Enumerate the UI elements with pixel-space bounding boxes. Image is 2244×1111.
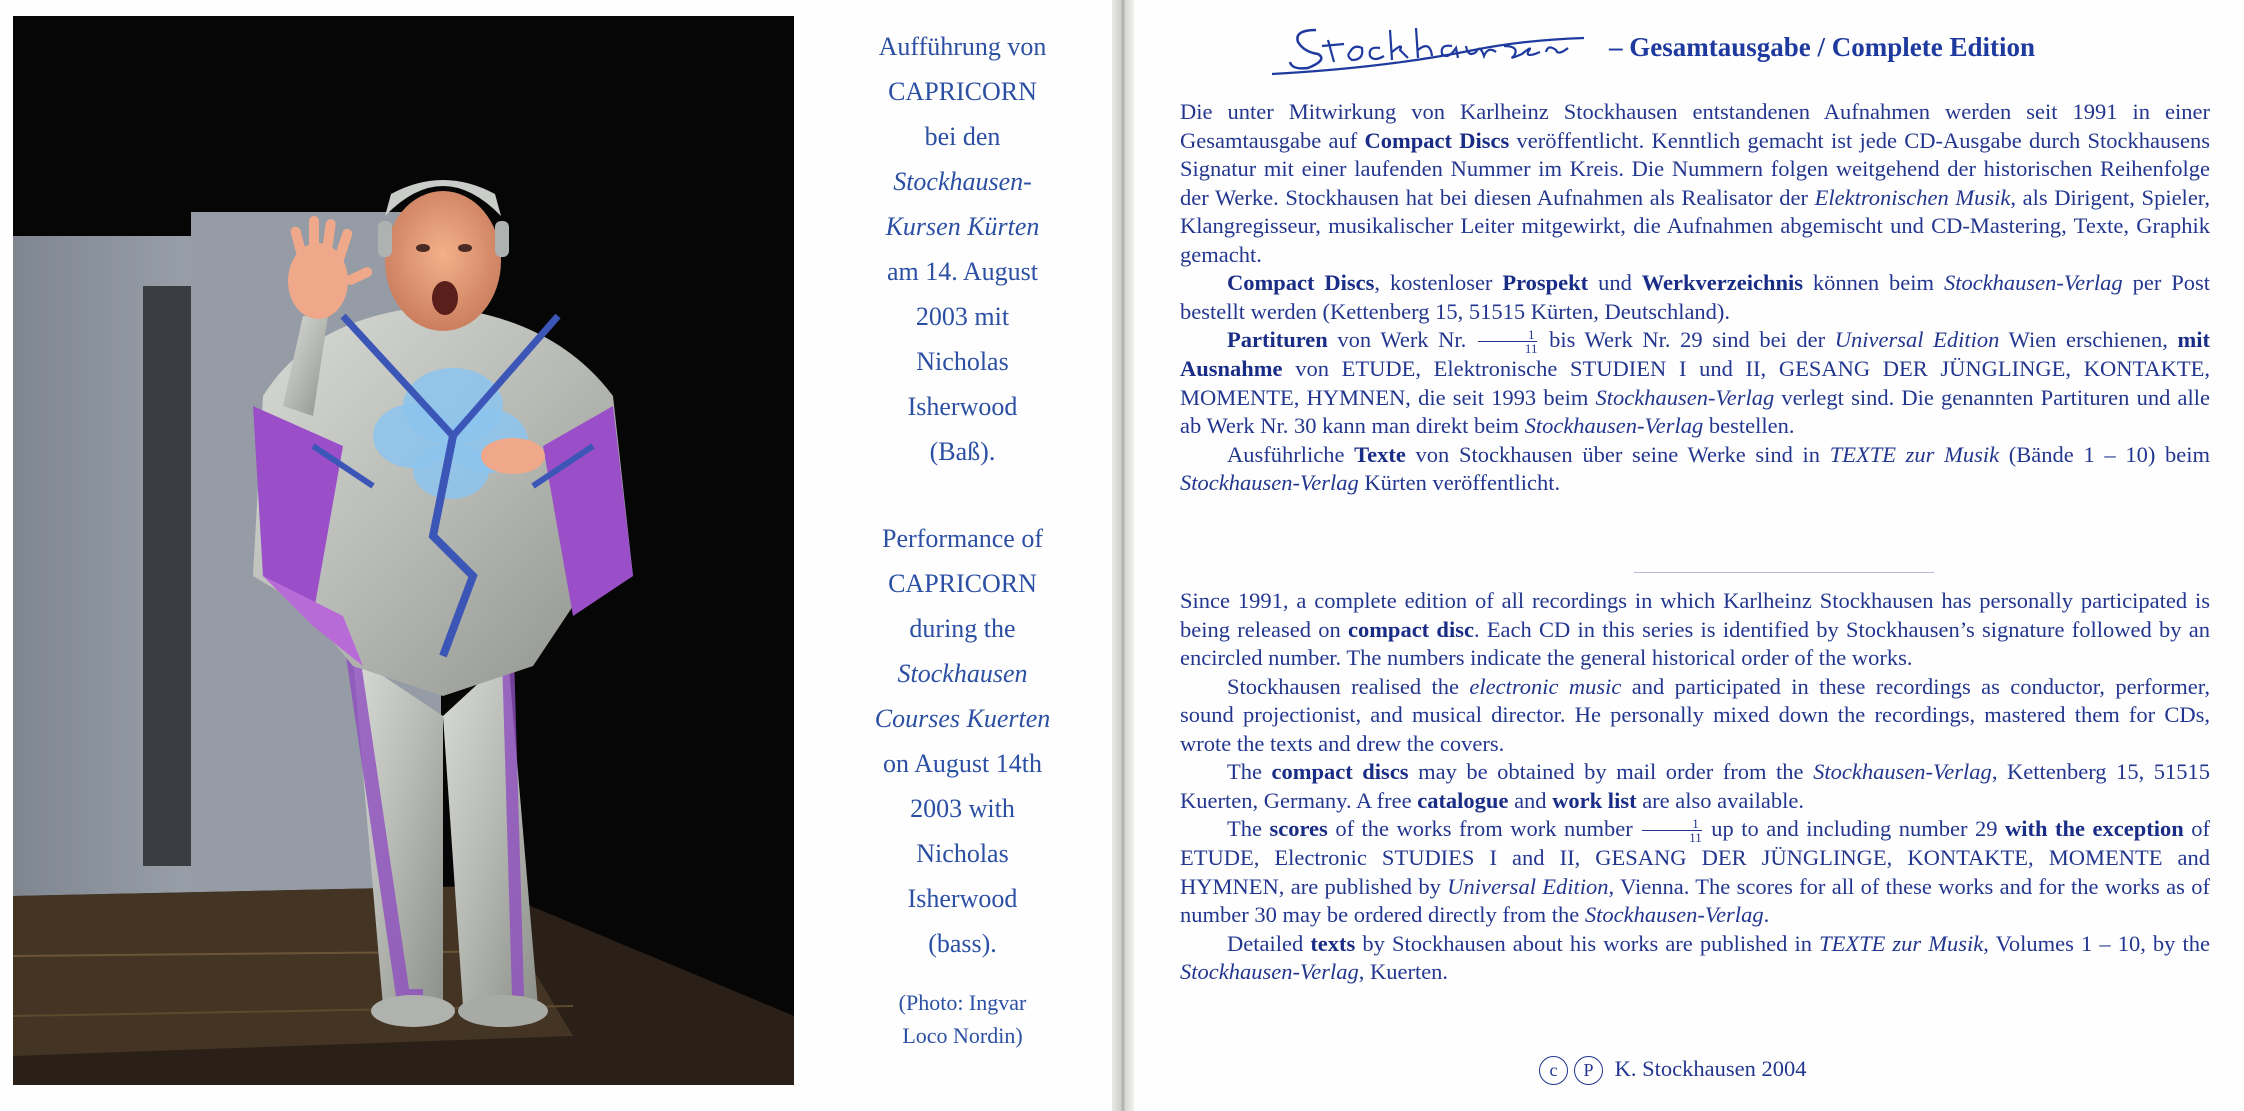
- book-spine: [1112, 0, 1134, 1111]
- fraction-one-eleventh: $\frac{1}{11}$: [1478, 328, 1538, 355]
- english-text: [1180, 587, 2210, 987]
- paragraph: Ausführliche Texte von Stockhausen über seine Werke sind in TEXTE zur Musik (Bände 1 – 10) beim Stockhausen-Verlag Kürten veröffentlicht.: [1180, 441, 2210, 496]
- copyright-c-icon: c: [1539, 1056, 1568, 1085]
- german-text: [1180, 98, 2210, 498]
- paragraph: Since 1991, a complete edition of all recordings in which Karlheinz Stockhausen has personally participated is being released on compact disc. Each CD in this series is identified by Stockhausen’s signature followed by an encircled number. The numbers indicate the general historical order of the works.: [1180, 588, 2210, 670]
- page-title: – Gesamtausgabe / Complete Edition: [1609, 32, 2036, 62]
- caption-de-line: CAPRICORN: [888, 77, 1037, 106]
- caption-en-line: Courses Kuerten: [874, 704, 1051, 733]
- caption-en-line: on August 14th: [883, 749, 1042, 778]
- caption-de-line: Stockhausen-: [893, 167, 1032, 196]
- caption-de-line: Nicholas: [916, 347, 1009, 376]
- paragraph: The compact discs may be obtained by mail order from the Stockhausen-Verlag, Kettenberg 15, 51515 Kuerten, Germany. A free catalogue and work list are also available.: [1180, 759, 2210, 813]
- caption-en-line: Nicholas: [916, 839, 1009, 868]
- caption-en-line: (bass).: [928, 929, 997, 958]
- caption-de-line: (Baß).: [929, 437, 996, 466]
- caption-en-line: Stockhausen: [897, 659, 1028, 688]
- section-divider: [1634, 572, 1934, 573]
- photo-caption: [835, 24, 1090, 1052]
- right-page: [1134, 0, 2244, 1111]
- paragraph: Stockhausen realised the electronic music and participated in these recordings as conductor, performer, sound projectionist, and musical director. He personally mixed down the recordings, mastered them for CDs, wrote the texts and drew the covers.: [1180, 673, 2210, 756]
- phonogram-p-icon: P: [1574, 1056, 1603, 1085]
- caption-en-line: CAPRICORN: [888, 569, 1037, 598]
- paragraph: Detailed texts by Stockhausen about his works are published in TEXTE zur Musik, Volumes 1 – 10, by the Stockhausen-Verlag, Kuerten.: [1180, 930, 2210, 985]
- stockhausen-signature: [1264, 16, 1594, 86]
- caption-de-line: Isherwood: [907, 392, 1018, 421]
- photo-credit: [835, 986, 1090, 1052]
- paragraph: Die unter Mitwirkung von Karlheinz Stockhausen entstandenen Aufnahmen werden seit 1991 in einer Gesamtausgabe auf Compact Discs veröffentlicht. Kenntlich gemacht ist jede CD-Ausgabe durch Stockhausens Signatur mit einer laufenden Nummer im Kreis. Die Nummern folgen weitgehend der historischen Reihenfolge der Werke. Stockhausen hat bei diesen Aufnahmen als Realisator der Elektronischen Musik, als Dirigent, Spieler, Klangregisseur, musikalischer Leiter mitgewirkt, die Aufnahmen abgemischt und CD-Mastering, Texte, Graphik gemacht.: [1180, 99, 2211, 267]
- performance-photo: [13, 16, 794, 1085]
- paragraph: The scores of the works from work number $\frac{1}{11}$ up to and including number 29 with the exception of ETUDE, Electronic STUDIES I and II, GESANG DER JÜNGLINGE, KONTAKTE, MOMENTE and HYMNEN, are published by Universal Edition, Vienna. The scores for all of these works and for the works as of number 30 may be ordered directly from the Stockhausen-Verlag.: [1180, 816, 2210, 928]
- paragraph: Compact Discs, kostenloser Prospekt und Werkverzeichnis können beim Stockhausen-Verlag per Post bestellt werden (Kettenberg 15, 51515 Kürten, Deutschland).: [1180, 270, 2210, 324]
- caption-en-line: during the: [909, 614, 1016, 643]
- photo-credit-line: Loco Nordin): [902, 1023, 1023, 1048]
- caption-de-line: Aufführung von: [878, 32, 1047, 61]
- fraction-one-eleventh: $\frac{1}{11}$: [1642, 817, 1702, 844]
- caption-en-line: Isherwood: [907, 884, 1018, 913]
- photo-credit-line: (Photo: Ingvar: [898, 990, 1027, 1015]
- left-page: [0, 0, 1118, 1111]
- paragraph: Partituren von Werk Nr. $\frac{1}{11}$ bis Werk Nr. 29 sind bei der Universal Edition Wien erschienen, mit Ausnahme von ETUDE, Elektronische STUDIEN I und II, GESANG DER JÜNGLINGE, KONTAKTE, MOMENTE, HYMNEN, die seit 1993 beim Stockhausen-Verlag verlegt sind. Die genannten Partituren und alle ab Werk Nr. 30 kann man direkt beim Stockhausen-Verlag bestellen.: [1180, 327, 2210, 439]
- caption-de-line: am 14. August: [887, 257, 1038, 286]
- page-header: [1264, 16, 2224, 86]
- caption-de-line: 2003 mit: [915, 302, 1010, 331]
- copyright-footer: [1539, 1056, 1806, 1085]
- caption-de-line: Kursen Kürten: [885, 212, 1040, 241]
- caption-en-line: 2003 with: [910, 794, 1015, 823]
- caption-de-line: bei den: [924, 122, 1001, 151]
- caption-en-line: Performance of: [882, 524, 1043, 553]
- copyright-text: K. Stockhausen 2004: [1614, 1056, 1807, 1081]
